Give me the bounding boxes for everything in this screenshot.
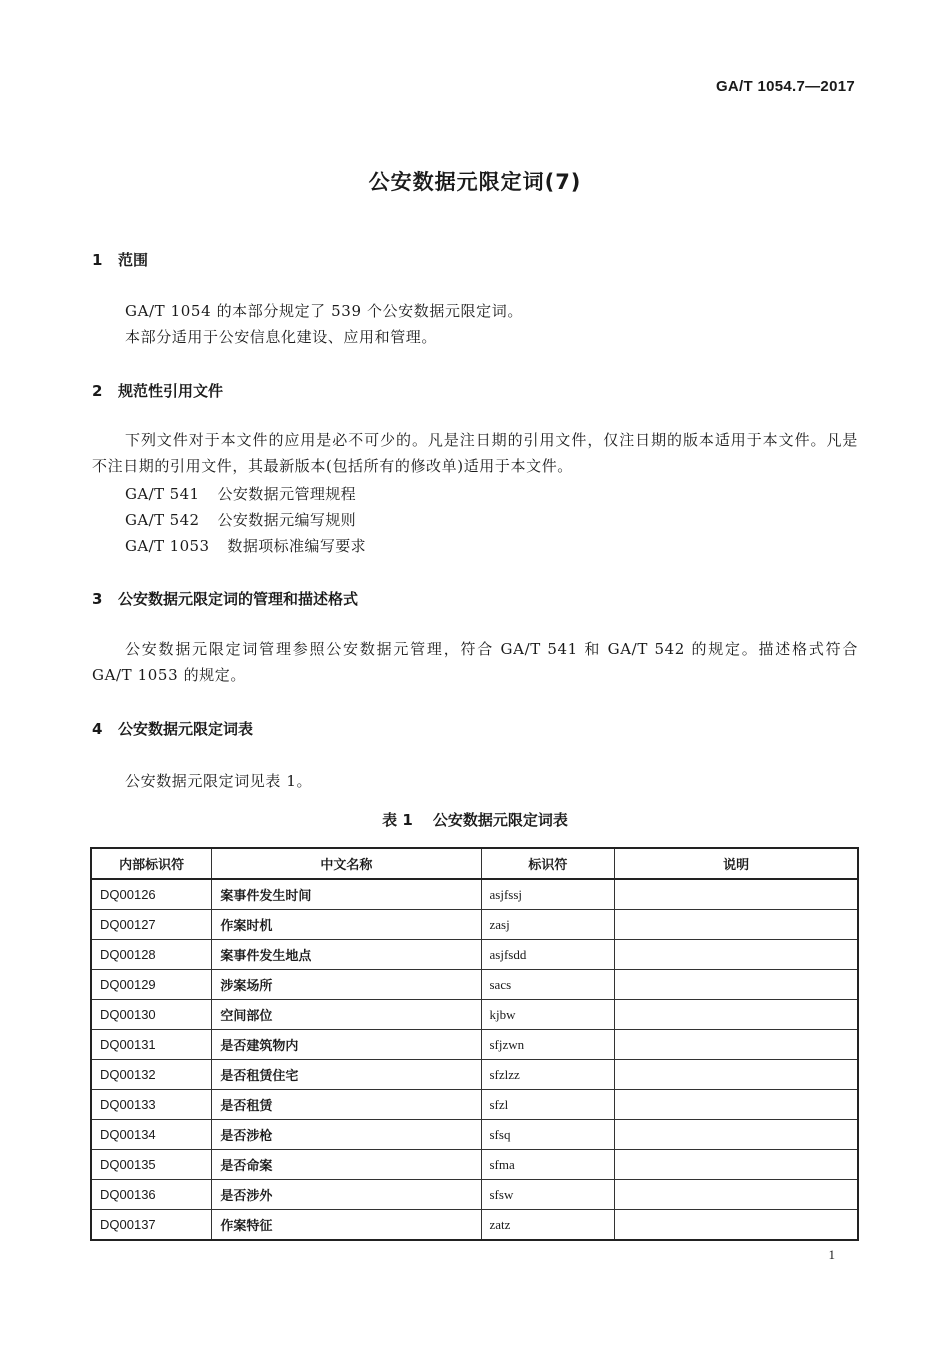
section-2-heading <box>92 380 223 401</box>
identifier-cell: sfzlzz <box>481 1060 615 1090</box>
section-number: 4 <box>92 720 103 738</box>
chinese-name-cell: 作案特征 <box>212 1210 481 1241</box>
table-row <box>91 1090 858 1120</box>
note-cell <box>615 1180 858 1210</box>
internal-id-cell: DQ00134 <box>91 1120 212 1150</box>
identifier-cell: sfsq <box>481 1120 615 1150</box>
table-row <box>91 879 858 910</box>
document-title: 公安数据元限定词(7) <box>368 170 582 194</box>
section-1-line-1: GA/T 1054 的本部分规定了 539 个公安数据元限定词。 <box>125 302 523 320</box>
chinese-name-cell: 案事件发生时间 <box>212 879 481 910</box>
chinese-name-cell: 是否涉外 <box>212 1180 481 1210</box>
section-number: 1 <box>92 251 103 269</box>
reference-name: 公安数据元编写规则 <box>217 511 357 529</box>
chinese-name-cell: 作案时机 <box>212 910 481 940</box>
chinese-name-cell: 案事件发生地点 <box>212 940 481 970</box>
reference-item <box>125 483 356 504</box>
chinese-name-cell: 是否涉枪 <box>212 1120 481 1150</box>
reference-item <box>125 535 366 556</box>
identifier-cell: zatz <box>481 1210 615 1241</box>
table-caption <box>0 809 950 830</box>
table-row <box>91 970 858 1000</box>
identifier-cell: asjfssj <box>481 879 615 910</box>
section-title: 公安数据元限定词的管理和描述格式 <box>118 590 359 608</box>
internal-id-cell: DQ00131 <box>91 1030 212 1060</box>
section-title: 规范性引用文件 <box>118 382 224 400</box>
identifier-cell: sfma <box>481 1150 615 1180</box>
table-row <box>91 1060 858 1090</box>
section-3-heading <box>92 588 358 609</box>
note-cell <box>615 1150 858 1180</box>
section-1-line-2: 本部分适用于公安信息化建设、应用和管理。 <box>125 328 438 346</box>
column-header: 中文名称 <box>212 848 481 879</box>
table-row <box>91 940 858 970</box>
internal-id-cell: DQ00136 <box>91 1180 212 1210</box>
reference-item <box>125 509 356 530</box>
page-number: 1 <box>828 1247 835 1262</box>
reference-code: GA/T 1053 <box>125 537 210 555</box>
internal-id-cell: DQ00133 <box>91 1090 212 1120</box>
chinese-name-cell: 是否租赁 <box>212 1090 481 1120</box>
section-3-paragraph: 公安数据元限定词管理参照公安数据元管理，符合 GA/T 541 和 GA/T 542 的规定。描述格式符合 GA/T 1053 的规定。 <box>92 640 858 684</box>
section-title: 范围 <box>118 251 149 269</box>
chinese-name-cell: 是否命案 <box>212 1150 481 1180</box>
identifier-cell: kjbw <box>481 1000 615 1030</box>
identifier-cell: zasj <box>481 910 615 940</box>
table-body <box>91 879 858 1240</box>
reference-code: GA/T 542 <box>125 511 200 529</box>
standard-code: GA/T 1054.7—2017 <box>715 78 855 95</box>
identifier-cell: sfsw <box>481 1180 615 1210</box>
reference-name: 公安数据元管理规程 <box>217 485 357 503</box>
column-header: 内部标识符 <box>91 848 212 879</box>
internal-id-cell: DQ00127 <box>91 910 212 940</box>
note-cell <box>615 970 858 1000</box>
table-header-row <box>91 848 858 879</box>
note-cell <box>615 879 858 910</box>
table-row <box>91 1180 858 1210</box>
column-header: 说明 <box>615 848 858 879</box>
internal-id-cell: DQ00130 <box>91 1000 212 1030</box>
section-1-heading <box>92 249 148 270</box>
internal-id-cell: DQ00129 <box>91 970 212 1000</box>
chinese-name-cell: 是否建筑物内 <box>212 1030 481 1060</box>
internal-id-cell: DQ00132 <box>91 1060 212 1090</box>
identifier-cell: asjfsdd <box>481 940 615 970</box>
note-cell <box>615 1000 858 1030</box>
note-cell <box>615 1060 858 1090</box>
table-caption-title: 公安数据元限定词表 <box>432 811 568 829</box>
section-title: 公安数据元限定词表 <box>118 720 254 738</box>
note-cell <box>615 910 858 940</box>
table-row <box>91 1120 858 1150</box>
chinese-name-cell: 空间部位 <box>212 1000 481 1030</box>
column-header: 标识符 <box>481 848 615 879</box>
note-cell <box>615 1210 858 1241</box>
internal-id-cell: DQ00128 <box>91 940 212 970</box>
section-number: 2 <box>92 382 103 400</box>
internal-id-cell: DQ00135 <box>91 1150 212 1180</box>
table-row <box>91 1000 858 1030</box>
internal-id-cell: DQ00126 <box>91 879 212 910</box>
table-caption-label: 表 1 <box>382 811 413 829</box>
internal-id-cell: DQ00137 <box>91 1210 212 1241</box>
note-cell <box>615 1120 858 1150</box>
table-row <box>91 910 858 940</box>
note-cell <box>615 1090 858 1120</box>
chinese-name-cell: 是否租赁住宅 <box>212 1060 481 1090</box>
identifier-cell: sfzl <box>481 1090 615 1120</box>
identifier-cell: sacs <box>481 970 615 1000</box>
qualifier-table <box>90 847 859 1241</box>
reference-code: GA/T 541 <box>125 485 200 503</box>
chinese-name-cell: 涉案场所 <box>212 970 481 1000</box>
section-number: 3 <box>92 590 103 608</box>
section-4-heading <box>92 718 253 739</box>
note-cell <box>615 1030 858 1060</box>
note-cell <box>615 940 858 970</box>
section-4-line: 公安数据元限定词见表 1。 <box>125 772 313 790</box>
table-row <box>91 1210 858 1241</box>
table-row <box>91 1150 858 1180</box>
section-2-paragraph: 下列文件对于本文件的应用是必不可少的。凡是注日期的引用文件，仅注日期的版本适用于本文件。凡是不注日期的引用文件，其最新版本(包括所有的修改单)适用于本文件。 <box>92 431 858 475</box>
identifier-cell: sfjzwn <box>481 1030 615 1060</box>
table-row <box>91 1030 858 1060</box>
reference-name: 数据项标准编写要求 <box>227 537 367 555</box>
